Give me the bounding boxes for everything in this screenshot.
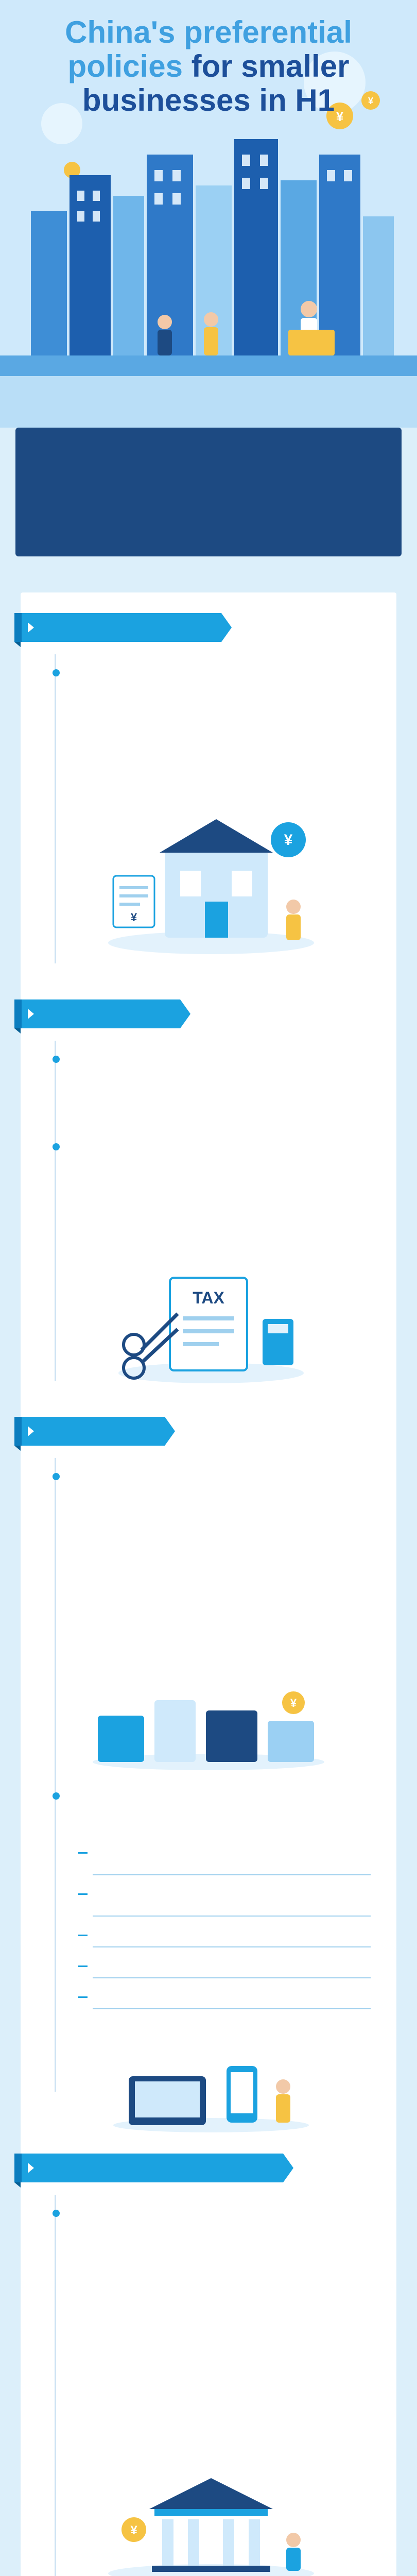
title-line-1: China's preferential [65, 15, 352, 49]
coin-symbol: ¥ [290, 1697, 297, 1709]
bullet-icon [53, 1473, 60, 1480]
intro-panel [15, 428, 402, 556]
tax-illustration [113, 1257, 309, 1386]
coin-symbol: ¥ [368, 96, 374, 106]
title-line-2-light: policies [67, 49, 183, 83]
section-header-tail [165, 1417, 175, 1446]
title-line-2-dark: for smaller [182, 49, 350, 83]
section-header-tail [221, 613, 232, 642]
tax-label: TAX [193, 1289, 224, 1307]
section-header [21, 1417, 165, 1446]
section-header-cap [14, 2154, 22, 2182]
bullet-icon [53, 2210, 60, 2217]
arrow-icon [28, 2163, 34, 2173]
coin-symbol: ¥ [130, 2523, 137, 2537]
timeline-rail [55, 2195, 56, 2576]
list-item [93, 1958, 371, 1978]
header-banner [0, 0, 417, 428]
policy-paragraph [67, 665, 376, 768]
section-header [21, 999, 180, 1028]
title-line-3: businesses in H1 [82, 83, 335, 117]
list-item [93, 1927, 371, 1947]
main-card [21, 592, 396, 2576]
section-header-cap [14, 613, 22, 642]
policy-paragraph [67, 2205, 376, 2421]
dash-icon [78, 1893, 88, 1895]
dash-icon [78, 1965, 88, 1967]
list-item [93, 1989, 371, 2009]
section-header [21, 613, 221, 642]
paper-label: ¥ [130, 911, 137, 924]
bullet-icon [53, 1056, 60, 1063]
timeline-rail [55, 654, 56, 963]
timeline-rail [55, 1041, 56, 1381]
arrow-icon [28, 1009, 34, 1019]
section-header-cap [14, 1417, 22, 1446]
arrow-icon [28, 1426, 34, 1436]
arrow-icon [28, 622, 34, 633]
withdrawal-illustration [103, 804, 319, 958]
city-skyline [0, 139, 417, 428]
section-header-tail [180, 999, 190, 1028]
section-header-tail [283, 2154, 293, 2182]
fee-illustration [88, 1680, 329, 1772]
coin-symbol: ¥ [336, 109, 344, 124]
policy-paragraph [67, 1139, 376, 1216]
list-item [93, 1844, 371, 1875]
timeline-rail [55, 1458, 56, 2092]
payment-illustration [108, 2050, 314, 2133]
section-header-cap [14, 999, 22, 1028]
policy-paragraph [67, 1051, 376, 1123]
policy-paragraph [67, 1468, 376, 1623]
list-item [93, 1886, 371, 1917]
dash-icon [78, 1852, 88, 1854]
dash-icon [78, 1935, 88, 1936]
dash-icon [78, 1996, 88, 1998]
page-title [57, 15, 360, 117]
title-line-2 [57, 49, 360, 83]
bullet-icon [53, 1143, 60, 1150]
bullet-icon [53, 1792, 60, 1800]
bubble-symbol: ¥ [284, 832, 293, 849]
policy-paragraph [67, 1788, 376, 1829]
section-header [21, 2154, 283, 2182]
bullet-icon [53, 669, 60, 676]
bank-illustration [103, 2468, 319, 2576]
